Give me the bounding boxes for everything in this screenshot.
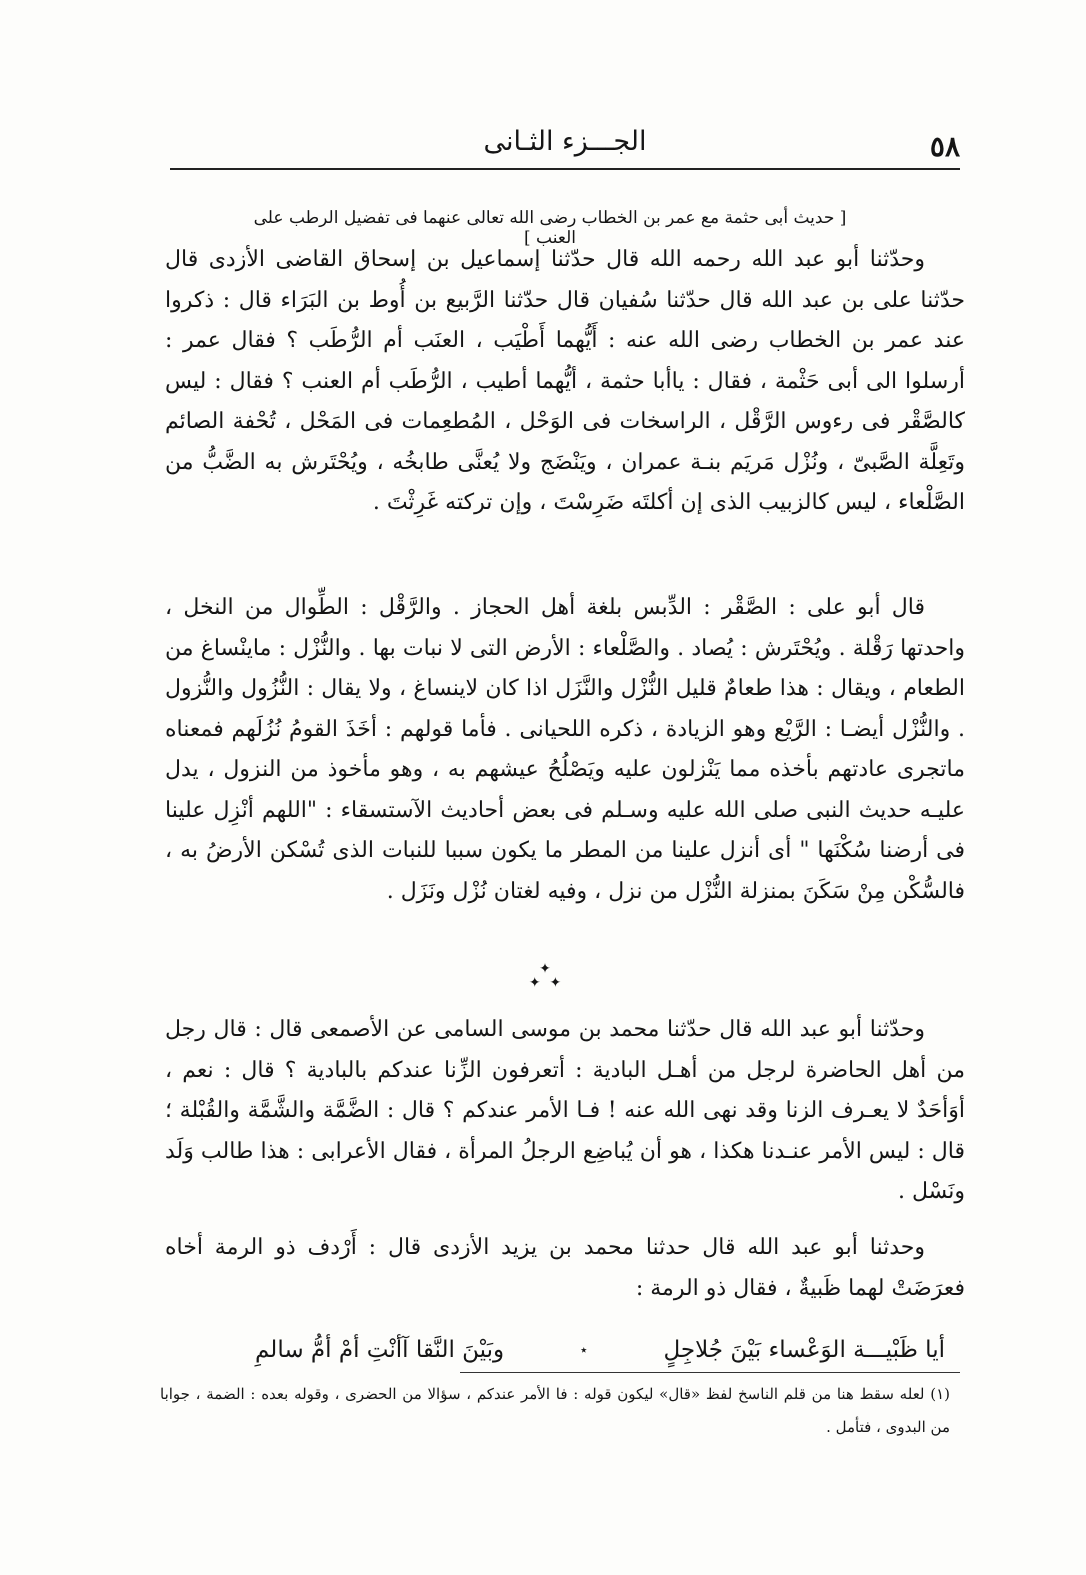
page-number: ٥٨	[929, 130, 960, 163]
ornament-stars-bottom	[515, 976, 575, 990]
verse-hemistich-1: أيا ظَبْيـــة الوَعْساء بَيْنَ جُلاجِلٍ	[663, 1337, 945, 1363]
verse-hemistich-2: وبَيْنَ النَّقا آأنْتِ أمْ أمُّ سالمِ	[255, 1337, 505, 1363]
verse-separator: ٭	[580, 1342, 588, 1358]
footnote-text: (١) لعله سقط هنا من قلم الناسخ لفظ «قال» ليكون قوله : فا الأمر عندكم ، سؤالا من الحضرى ، وقوله بعده : الضمة ، جوابا من البدوى ، فتأمل .	[160, 1385, 950, 1436]
header-rule	[170, 168, 960, 170]
body-text-block-1	[165, 240, 965, 524]
section-title: [ حديث أبى حثمة مع عمر بن الخطاب رضى الله تعالى عنهما فى تفضيل الرطب على العنب ]	[253, 208, 847, 248]
footnote	[160, 1378, 950, 1444]
body-text-block-3	[165, 1010, 965, 1213]
paragraph-3: وحدّثنا أبو عبد الله قال حدّثنا محمد بن موسى السامى عن الأصمعى قال : قال رجل من أهل الحاضرة لرجل من أهـل البادية : أتعرفون الزِّنا عندكم بالبادية ؟ قال : نعم ، أوَأحَدٌ لا يعـرف الزنا وقد نهى الله عنه ! فـا الأمر عندكم ؟ قال : الضَّمَّة والشَّمَّة والقُبْلة ؛ قال : ليس الأمر عنـدنا هكذا ، هو أن يُباضِع الرجلُ المرأة ، فقال الأعرابى : هذا طالب وَلَد ونَسْل .	[165, 1017, 965, 1204]
running-title: الجـــزء الثـانى	[483, 126, 647, 157]
page-header	[170, 118, 960, 166]
paragraph-4: وحدثنا أبو عبد الله قال حدثنا محمد بن يزيد الأزدى قال : أَرْدف ذو الرمة أخاه فعرَضَتْ لهما ظَبيةٌ ، فقال ذو الرمة :	[165, 1235, 965, 1301]
body-text-block-2	[165, 588, 965, 912]
paragraph-2: قال أبو على : الصَّقْر : الدِّبس بلغة أهل الحجاز . والرَّقْل : الطِّوال من النخل ، واحدتها رَقْلة . ويُحْتَرش : يُصاد . والصَّلْعاء : الأرض التى لا نبات بها . والنُّزْل : ماينْساغ من الطعام ، ويقال : هذا طعامٌ قليل النُّزْل والنَّزَل اذا كان لاينساغ ، ولا يقال : النُّزُول والنُّزول . والنُّزْل أيضـا : الرَّيْع وهو الزيادة ، ذكره اللحيانى . فأما قولهم : أخَذَ القومُ نُزُلَهم فمعناه ماتجرى عادتهم بأخذه مما يَنْزلون عليه ويَصْلُحُ عيشهم به ، وهو مأخوذ من النزول ، يدل عليـه حديث النبى صلى الله عليه وسـلم فى بعض أحاديث الآستسقاء : "اللهم أنْزِل علينا فى أرضنا سُكْنَها " أى أنزل علينا من المطر ما يكون سببا للنبات الذى تُسْكن الأرضُ به ، فالسُّكْن مِنْ سَكَنَ بمنزلة النُّزْل من نزل ، وفيه لغتان نُزْل ونَزَل .	[165, 595, 965, 904]
poetry-verse	[255, 1330, 945, 1370]
paragraph-1: وحدّثنا أبو عبد الله رحمه الله قال حدّثنا إسماعيل بن إسحاق القاضى الأزدى قال حدّثنا على بن عبد الله قال حدّثنا سُفيان قال حدّثنا الرَّبيع بن أُوط بن البَرَاء قال : ذكروا عند عمر بن الخطاب رضى الله عنه : أَيُّهما أَطْيَب ، العنَب أم الرُّطَب ؟ فقال عمر : أرسلوا الى أبى حَثْمة ، فقال : ياأبا حثمة ، أيُّهما أطيب ، الرُّطَب أم العنب ؟ فقال : ليس كالصَّقْر فى رءوس الرَّقْل ، الراسخات فى الوَحْل ، المُطعِمات فى المَحْل ، تُحْفة الصائم وتَعِلَّة الصَّبىّ ، ونُزْل مَريَم بنـة عمران ، ويَنْضَج ولا يُعنَّى طابخُه ، ويُحْتَرش به الضَّبُّ من الصَّلْعاء ، ليس كالزبيب الذى إن أكلتَه ضَرِسْتَ ، وإن تركته غَرِثْتَ .	[165, 247, 965, 515]
ornament-star-right: ✦	[549, 975, 562, 991]
footnote-rule	[460, 1372, 960, 1373]
body-text-block-4	[165, 1228, 965, 1309]
ornament-star-top: ✦	[539, 961, 551, 977]
section-ornament	[515, 962, 575, 1002]
ornament-star-left: ✦	[528, 975, 541, 991]
